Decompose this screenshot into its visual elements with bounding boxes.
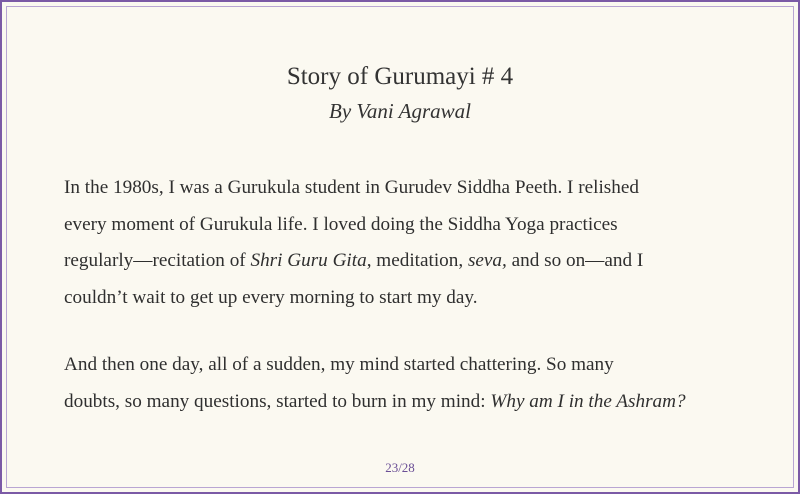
paragraph-1-line-3-text-a: regularly—recitation of [64,250,251,271]
paragraph-1-line-2: every moment of Gurukula life. I loved doing the Siddha Yoga practices [64,213,618,235]
paragraph-1-line-4: couldn’t wait to get up every morning to start my day. [64,286,478,308]
inner-question: Why am I in the Ashram? [490,390,686,412]
paragraph-1-line-1: In the 1980s, I was a Gurukula student in Gurudev Siddha Peeth. I relished [64,177,639,198]
paragraph-2-line-1: And then one day, all of a sudden, my mind started chattering. So many [64,354,614,375]
paragraph-2-line-2-text-a: doubts, so many questions, started to burn in my mind: [64,390,491,412]
story-title: Story of Gurumayi # 4 [286,63,514,90]
paragraph-2 [64,347,754,420]
story-byline: By Vani Agrawal [329,99,471,123]
page-number: 23/28 [385,460,415,475]
seva-term: seva, [467,250,507,271]
paragraph-1-line-3-text-c: , meditation, [366,250,468,271]
paragraph-1-line-3-text-e: and so on—and I [506,250,644,271]
paragraph-2-line-2 [64,384,754,421]
paragraph-1 [64,170,754,316]
paragraph-1-line-3 [64,243,754,280]
shri-guru-gita-title: Shri Guru Gita [250,250,367,271]
